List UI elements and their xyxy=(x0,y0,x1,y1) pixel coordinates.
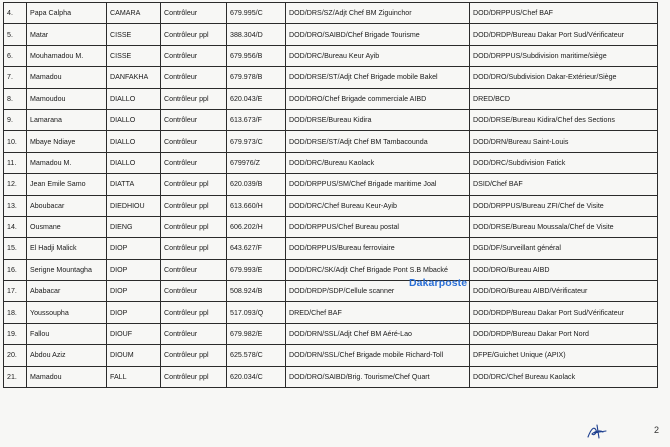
current-posting-cell: DOD/DRC/Bureau Keur Ayib xyxy=(286,45,470,66)
last-name-cell: DIALLO xyxy=(107,109,161,130)
row-number-cell: 7. xyxy=(4,67,27,88)
row-number-cell: 10. xyxy=(4,131,27,152)
row-number-cell: 14. xyxy=(4,216,27,237)
last-name-cell: DIOP xyxy=(107,302,161,323)
watermark: Dakarposte xyxy=(409,277,468,289)
new-posting-cell: DOD/DRPPUS/Bureau ZFI/Chef de Visite xyxy=(470,195,658,216)
last-name-cell: CAMARA xyxy=(107,3,161,24)
matricule-cell: 643.627/F xyxy=(227,238,286,259)
first-name-cell: Mamoudou xyxy=(27,88,107,109)
table-row xyxy=(4,109,658,130)
new-posting-cell: DRED/BCD xyxy=(470,88,658,109)
new-posting-cell: DSID/Chef BAF xyxy=(470,174,658,195)
row-number-cell: 11. xyxy=(4,152,27,173)
new-posting-cell: DOD/DRO/Subdivision Dakar-Extérieur/Siège xyxy=(470,67,658,88)
first-name-cell: Mamadou xyxy=(27,67,107,88)
matricule-cell: 388.304/D xyxy=(227,24,286,45)
first-name-cell: Mouhamadou M. xyxy=(27,45,107,66)
new-posting-cell: DOD/DRC/Chef Bureau Kaolack xyxy=(470,366,658,387)
grade-cell: Contrôleur xyxy=(161,131,227,152)
grade-cell: Contrôleur xyxy=(161,109,227,130)
grade-cell: Contrôleur ppl xyxy=(161,238,227,259)
row-number-cell: 6. xyxy=(4,45,27,66)
last-name-cell: DIENG xyxy=(107,216,161,237)
table-row xyxy=(4,131,658,152)
row-number-cell: 18. xyxy=(4,302,27,323)
new-posting-cell: DOD/DRPPUS/Subdivision maritime/siège xyxy=(470,45,658,66)
table-row xyxy=(4,3,658,24)
last-name-cell: DIOUM xyxy=(107,345,161,366)
signature-mark xyxy=(585,421,609,441)
row-number-cell: 9. xyxy=(4,109,27,130)
current-posting-cell: DOD/DRPPUS/Chef Bureau postal xyxy=(286,216,470,237)
grade-cell: Contrôleur xyxy=(161,3,227,24)
grade-cell: Contrôleur ppl xyxy=(161,195,227,216)
grade-cell: Contrôleur xyxy=(161,152,227,173)
matricule-cell: 620.034/C xyxy=(227,366,286,387)
current-posting-cell: DOD/DRN/SSL/Adjt Chef BM Aéré-Lao xyxy=(286,323,470,344)
matricule-cell: 679.973/C xyxy=(227,131,286,152)
current-posting-cell: DOD/DRC/Chef Bureau Keur-Ayib xyxy=(286,195,470,216)
row-number-cell: 4. xyxy=(4,3,27,24)
current-posting-cell: DOD/DRSE/ST/Adjt Chef Brigade mobile Bakel xyxy=(286,67,470,88)
first-name-cell: Aboubacar xyxy=(27,195,107,216)
current-posting-cell: DOD/DRDP/SDP/Cellule scanner xyxy=(286,281,470,302)
table-row xyxy=(4,174,658,195)
row-number-cell: 15. xyxy=(4,238,27,259)
first-name-cell: Papa Calpha xyxy=(27,3,107,24)
current-posting-cell: DOD/DRSE/Bureau Kidira xyxy=(286,109,470,130)
matricule-cell: 508.924/B xyxy=(227,281,286,302)
new-posting-cell: DOD/DRPPUS/Chef BAF xyxy=(470,3,658,24)
grade-cell: Contrôleur ppl xyxy=(161,345,227,366)
new-posting-cell: DOD/DRDP/Bureau Dakar Port Nord xyxy=(470,323,658,344)
matricule-cell: 679.956/B xyxy=(227,45,286,66)
last-name-cell: DIOP xyxy=(107,238,161,259)
first-name-cell: Abdou Aziz xyxy=(27,345,107,366)
first-name-cell: Ousmane xyxy=(27,216,107,237)
matricule-cell: 606.202/H xyxy=(227,216,286,237)
new-posting-cell: DOD/DRN/Bureau Saint-Louis xyxy=(470,131,658,152)
table-row xyxy=(4,302,658,323)
grade-cell: Contrôleur xyxy=(161,45,227,66)
matricule-cell: 620.039/B xyxy=(227,174,286,195)
grade-cell: Contrôleur xyxy=(161,259,227,280)
table-row xyxy=(4,259,658,280)
row-number-cell: 20. xyxy=(4,345,27,366)
last-name-cell: CISSE xyxy=(107,45,161,66)
last-name-cell: DIOP xyxy=(107,281,161,302)
new-posting-cell: DFPE/Guichet Unique (APIX) xyxy=(470,345,658,366)
last-name-cell: FALL xyxy=(107,366,161,387)
current-posting-cell: DOD/DRC/Bureau Kaolack xyxy=(286,152,470,173)
first-name-cell: Fallou xyxy=(27,323,107,344)
last-name-cell: DIOP xyxy=(107,259,161,280)
table-row xyxy=(4,281,658,302)
row-number-cell: 8. xyxy=(4,88,27,109)
grade-cell: Contrôleur ppl xyxy=(161,302,227,323)
matricule-cell: 679.993/E xyxy=(227,259,286,280)
last-name-cell: DIALLO xyxy=(107,152,161,173)
first-name-cell: Mbaye Ndiaye xyxy=(27,131,107,152)
table-row xyxy=(4,238,658,259)
first-name-cell: Youssoupha xyxy=(27,302,107,323)
table-row xyxy=(4,345,658,366)
current-posting-cell: DOD/DRSE/ST/Adjt Chef BM Tambacounda xyxy=(286,131,470,152)
first-name-cell: El Hadji Malick xyxy=(27,238,107,259)
grade-cell: Contrôleur ppl xyxy=(161,88,227,109)
last-name-cell: DANFAKHA xyxy=(107,67,161,88)
last-name-cell: DIALLO xyxy=(107,88,161,109)
matricule-cell: 679.982/E xyxy=(227,323,286,344)
table-row xyxy=(4,216,658,237)
grade-cell: Contrôleur ppl xyxy=(161,174,227,195)
row-number-cell: 16. xyxy=(4,259,27,280)
new-posting-cell: DOD/DRO/Bureau AIBD/Vérificateur xyxy=(470,281,658,302)
first-name-cell: Matar xyxy=(27,24,107,45)
last-name-cell: DIALLO xyxy=(107,131,161,152)
first-name-cell: Jean Emile Samo xyxy=(27,174,107,195)
table-row xyxy=(4,195,658,216)
matricule-cell: 613.660/H xyxy=(227,195,286,216)
current-posting-cell: DOD/DRO/SAIBD/Chef Brigade Tourisme xyxy=(286,24,470,45)
new-posting-cell: DGD/DF/Surveillant général xyxy=(470,238,658,259)
personnel-table xyxy=(3,2,658,388)
matricule-cell: 613.673/F xyxy=(227,109,286,130)
current-posting-cell: DOD/DRS/SZ/Adjt Chef BM Ziguinchor xyxy=(286,3,470,24)
last-name-cell: CISSE xyxy=(107,24,161,45)
matricule-cell: 679.995/C xyxy=(227,3,286,24)
grade-cell: Contrôleur xyxy=(161,281,227,302)
grade-cell: Contrôleur xyxy=(161,323,227,344)
last-name-cell: DIATTA xyxy=(107,174,161,195)
table-row xyxy=(4,323,658,344)
page-number: 2 xyxy=(654,425,660,435)
grade-cell: Contrôleur ppl xyxy=(161,366,227,387)
last-name-cell: DIOUF xyxy=(107,323,161,344)
row-number-cell: 19. xyxy=(4,323,27,344)
current-posting-cell: DOD/DRO/Chef Brigade commerciale AIBD xyxy=(286,88,470,109)
new-posting-cell: DOD/DRDP/Bureau Dakar Port Sud/Vérificateur xyxy=(470,24,658,45)
table-row xyxy=(4,24,658,45)
new-posting-cell: DOD/DRO/Bureau AIBD xyxy=(470,259,658,280)
row-number-cell: 13. xyxy=(4,195,27,216)
current-posting-cell: DRED/Chef BAF xyxy=(286,302,470,323)
table-row xyxy=(4,45,658,66)
first-name-cell: Lamarana xyxy=(27,109,107,130)
new-posting-cell: DOD/DRSE/Bureau Moussala/Chef de Visite xyxy=(470,216,658,237)
current-posting-cell: DOD/DRPPUS/Bureau ferroviaire xyxy=(286,238,470,259)
table-row xyxy=(4,88,658,109)
current-posting-cell: DOD/DRPPUS/SM/Chef Brigade maritime Joal xyxy=(286,174,470,195)
table-body xyxy=(4,3,658,388)
table-row xyxy=(4,67,658,88)
first-name-cell: Ababacar xyxy=(27,281,107,302)
new-posting-cell: DOD/DRDP/Bureau Dakar Port Sud/Vérificateur xyxy=(470,302,658,323)
table-row xyxy=(4,366,658,387)
matricule-cell: 517.093/Q xyxy=(227,302,286,323)
current-posting-cell: DOD/DRC/SK/Adjt Chef Brigade Pont S.B Mbacké xyxy=(286,259,470,280)
last-name-cell: DIEDHIOU xyxy=(107,195,161,216)
row-number-cell: 5. xyxy=(4,24,27,45)
matricule-cell: 679.978/B xyxy=(227,67,286,88)
current-posting-cell: DOD/DRN/SSL/Chef Brigade mobile Richard-Toll xyxy=(286,345,470,366)
current-posting-cell: DOD/DRO/SAIBD/Brig. Tourisme/Chef Quart xyxy=(286,366,470,387)
row-number-cell: 17. xyxy=(4,281,27,302)
first-name-cell: Mamadou xyxy=(27,366,107,387)
row-number-cell: 21. xyxy=(4,366,27,387)
grade-cell: Contrôleur ppl xyxy=(161,216,227,237)
matricule-cell: 620.043/E xyxy=(227,88,286,109)
grade-cell: Contrôleur ppl xyxy=(161,24,227,45)
grade-cell: Contrôleur xyxy=(161,67,227,88)
matricule-cell: 679976/Z xyxy=(227,152,286,173)
first-name-cell: Mamadou M. xyxy=(27,152,107,173)
first-name-cell: Serigne Mountagha xyxy=(27,259,107,280)
new-posting-cell: DOD/DRC/Subdivision Fatick xyxy=(470,152,658,173)
matricule-cell: 625.578/C xyxy=(227,345,286,366)
new-posting-cell: DOD/DRSE/Bureau Kidira/Chef des Sections xyxy=(470,109,658,130)
row-number-cell: 12. xyxy=(4,174,27,195)
table-row xyxy=(4,152,658,173)
